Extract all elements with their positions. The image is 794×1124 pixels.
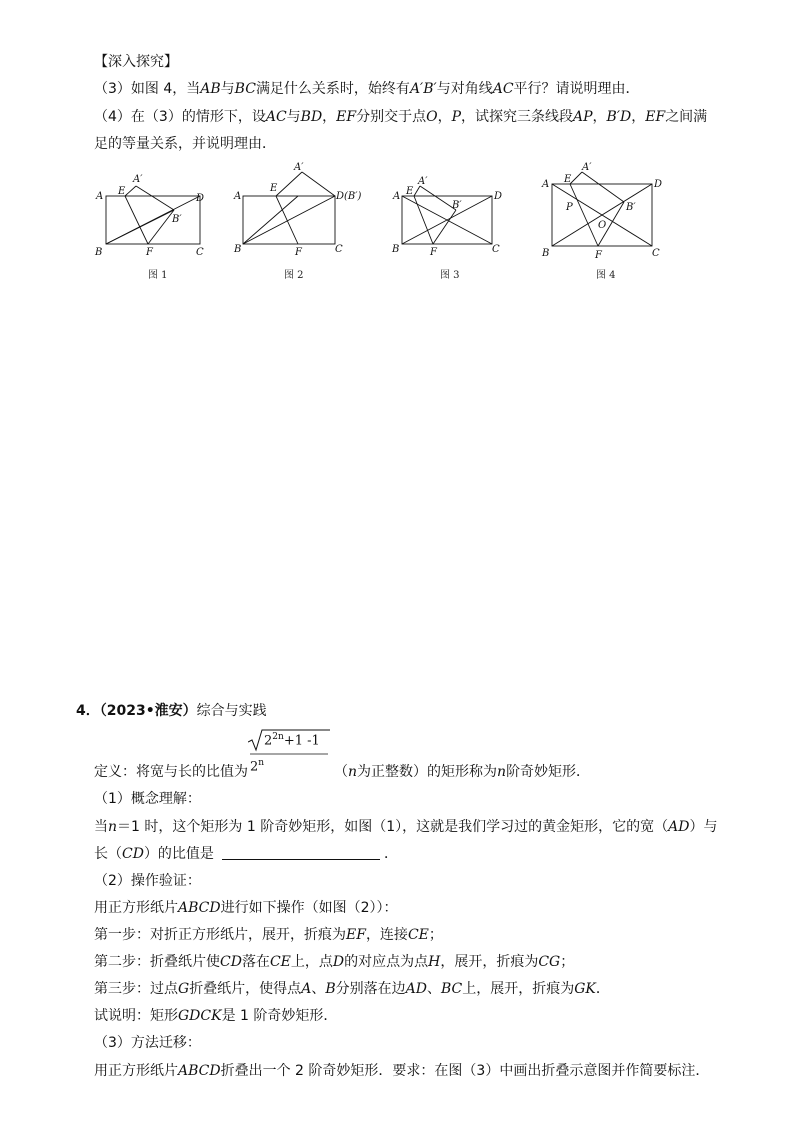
- figure-1-caption: 图 1: [148, 270, 168, 281]
- section-3-title: （3）方法迁移：: [94, 1035, 201, 1051]
- question-4: （4）在（3）的情形下，设AC与BD，EF分别交于点O，P，试探究三条线段AP，B′D，EF之间满: [94, 109, 708, 125]
- label: E: [406, 186, 414, 197]
- label: B: [542, 248, 550, 259]
- section-heading: 【深入探究】: [94, 54, 178, 70]
- label: F: [595, 250, 602, 261]
- label: B: [392, 244, 400, 255]
- label: D(B′): [336, 191, 362, 202]
- section-1-text: 当n＝1 时，这个矩形为 1 阶奇妙矩形，如图（1），这就是我们学习过的黄金矩形，它的宽（AD）与: [94, 819, 718, 835]
- label: C: [196, 247, 204, 258]
- label: A: [96, 191, 104, 202]
- label: E: [564, 174, 572, 185]
- label: C: [492, 244, 500, 255]
- label: E: [270, 183, 278, 194]
- section-1-text-cont: 长（CD）的比值是 ．: [94, 846, 398, 862]
- section-2-text: 用正方形纸片ABCD进行如下操作（如图（2））：: [94, 900, 398, 916]
- figure-4-diagram: [538, 162, 668, 266]
- section-2-title: （2）操作验证：: [94, 873, 201, 889]
- problem-4-heading: 4．（2023•淮安）综合与实践: [76, 703, 267, 719]
- figure-1: [92, 170, 212, 281]
- question-3: （3）如图 4，当AB与BC满足什么关系时，始终有A′B′与对角线AC平行？请说明理由．: [94, 81, 640, 97]
- label: O: [598, 220, 607, 231]
- label: A: [234, 191, 242, 202]
- label: A: [393, 191, 401, 202]
- figure-2-diagram: [232, 160, 372, 266]
- figure-2-caption: 图 2: [284, 270, 304, 281]
- label: F: [295, 247, 302, 258]
- answer-blank[interactable]: [222, 845, 380, 860]
- label: F: [146, 247, 153, 258]
- prove-statement: 试说明：矩形GDCK是 1 阶奇妙矩形．: [94, 1008, 338, 1024]
- label: D: [494, 191, 503, 202]
- label: A′: [582, 162, 592, 173]
- step-1: 第一步：对折正方形纸片，展开，折痕为EF，连接CE；: [94, 927, 443, 943]
- section-1-title: （1）概念理解：: [94, 791, 201, 807]
- figure-3: [390, 170, 510, 281]
- label: B′: [172, 214, 182, 225]
- label: C: [335, 244, 343, 255]
- figure-3-caption: 图 3: [440, 270, 460, 281]
- section-3-text: 用正方形纸片ABCD折叠出一个 2 阶奇妙矩形．要求：在图（3）中画出折叠示意图并作简要标注．: [94, 1063, 710, 1079]
- label: A: [542, 179, 550, 190]
- figure-4: [538, 162, 668, 281]
- label: D: [196, 193, 205, 204]
- label: B′: [452, 200, 462, 211]
- step-3: 第三步：过点G折叠纸片，使得点A、B分别落在边AD、BC上，展开，折痕为GK．: [94, 981, 610, 997]
- label: F: [430, 247, 437, 258]
- figure-1-diagram: [92, 170, 212, 266]
- figure-4-caption: 图 4: [596, 270, 616, 281]
- label: D: [654, 179, 663, 190]
- label: A′: [133, 174, 143, 185]
- label: B: [234, 244, 242, 255]
- label: A′: [294, 162, 304, 173]
- figure-2: [232, 160, 372, 281]
- label: B: [95, 247, 103, 258]
- label: C: [652, 248, 660, 259]
- question-4-cont: 足的等量关系，并说明理由．: [94, 136, 276, 152]
- step-2: 第二步：折叠纸片使CD落在CE上，点D的对应点为点H，展开，折痕为CG；: [94, 954, 575, 970]
- figure-3-diagram: [390, 170, 510, 266]
- ratio-formula: $2^{2n}+1$ -1 2$^n$: [248, 728, 338, 782]
- definition: 定义：将宽与长的比值为 （n为正整数）的矩形称为n阶奇妙矩形．: [94, 764, 591, 780]
- label: P: [566, 202, 573, 213]
- label: B′: [626, 202, 636, 213]
- label: A′: [418, 176, 428, 187]
- label: E: [118, 186, 126, 197]
